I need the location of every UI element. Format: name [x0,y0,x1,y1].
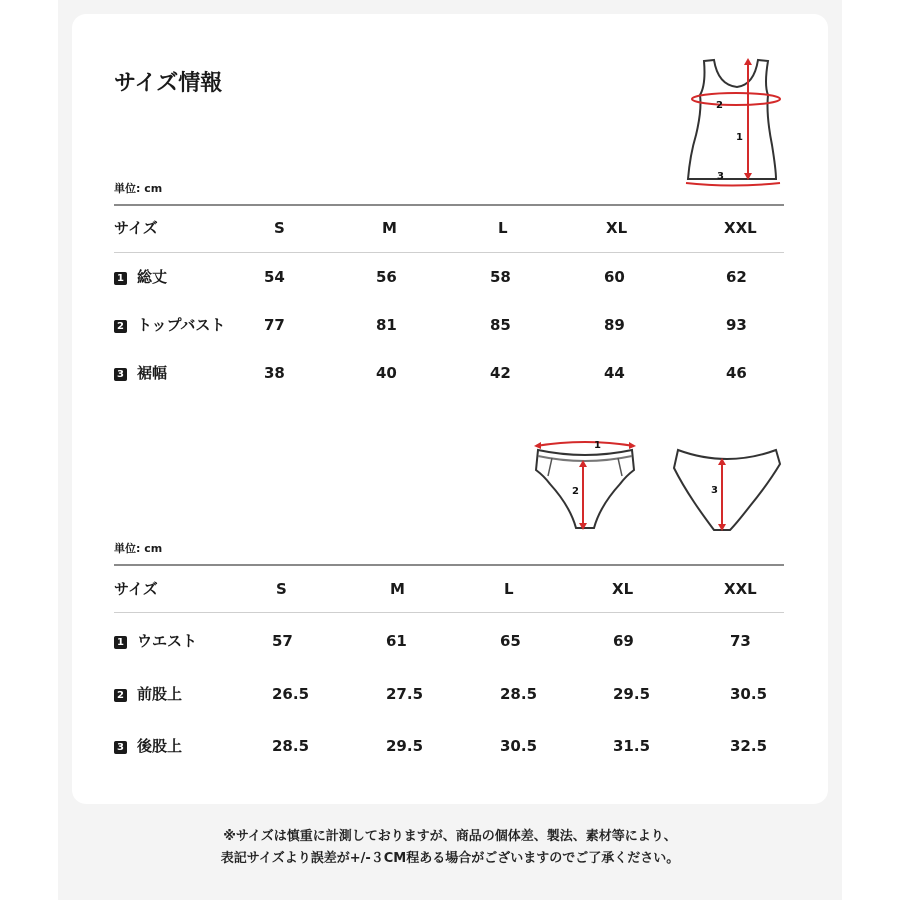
cell: 46 [726,364,747,382]
header-xxl: XXL [724,219,757,237]
svg-text:3: 3 [717,171,724,182]
header-size: サイズ [114,219,158,237]
cell: 77 [264,316,285,334]
row-label: 後股上 [137,737,183,755]
disclaimer-line-2: 表記サイズより誤差が+/-３CM程ある場合がございますのでご了承ください。 [220,851,680,866]
header-xl: XL [612,580,634,598]
cell: 28.5 [500,685,538,703]
svg-text:1: 1 [594,440,601,451]
tank-top-diagram [680,55,790,190]
header-size: サイズ [114,580,158,598]
unit-label-top: 単位: cm [114,182,163,195]
disclaimer-line-1: ※サイズは慎重に計測しておりますが、商品の個体差、製法、素材等により、 [223,829,677,844]
cell: 26.5 [272,685,310,703]
table-row [114,265,784,289]
row-label: ウエスト [137,632,198,650]
cell: 31.5 [613,737,651,755]
briefs-front-diagram [530,436,640,536]
number-badge: 2 [114,320,127,333]
cell: 44 [604,364,625,382]
cell: 89 [604,316,625,334]
unit-label-bottom: 単位: cm [114,542,163,555]
header-l: L [498,219,508,237]
table-header-divider [114,612,784,613]
header-xxl: XXL [724,580,757,598]
header-xl: XL [606,219,628,237]
number-badge: 1 [114,272,127,285]
cell: 29.5 [386,737,424,755]
cell: 85 [490,316,511,334]
table-row [114,682,784,706]
svg-text:2: 2 [716,100,723,111]
cell: 54 [264,268,285,286]
row-label: 総丈 [137,268,168,286]
cell: 58 [490,268,511,286]
svg-text:1: 1 [736,132,743,143]
cell: 65 [500,632,521,650]
cell: 69 [613,632,634,650]
cell: 32.5 [730,737,768,755]
table-header-divider [114,252,784,253]
number-badge: 3 [114,741,127,754]
row-label: トップバスト [137,316,226,334]
cell: 56 [376,268,397,286]
cell: 29.5 [613,685,651,703]
header-l: L [504,580,514,598]
cell: 81 [376,316,397,334]
table-row [114,361,784,385]
cell: 73 [730,632,751,650]
cell: 30.5 [500,737,538,755]
number-badge: 2 [114,689,127,702]
header-s: S [276,580,287,598]
table-row [114,313,784,337]
cell: 42 [490,364,511,382]
briefs-back-diagram [672,444,782,536]
cell: 27.5 [386,685,424,703]
header-s: S [274,219,285,237]
table-top-border [114,564,784,566]
header-m: M [390,580,405,598]
table-header-row [114,216,784,240]
table-row [114,734,784,758]
cell: 40 [376,364,397,382]
cell: 62 [726,268,747,286]
row-label: 裾幅 [137,364,168,382]
cell: 93 [726,316,747,334]
page-title: サイズ情報 [114,71,223,96]
row-label: 前股上 [137,685,183,703]
table-row [114,629,784,653]
cell: 28.5 [272,737,310,755]
svg-text:3: 3 [711,485,718,496]
cell: 57 [272,632,293,650]
number-badge: 3 [114,368,127,381]
cell: 30.5 [730,685,768,703]
table-top-border [114,204,784,206]
number-badge: 1 [114,636,127,649]
cell: 61 [386,632,407,650]
cell: 60 [604,268,625,286]
svg-text:2: 2 [572,486,579,497]
cell: 38 [264,364,285,382]
header-m: M [382,219,397,237]
table-header-row [114,577,784,601]
